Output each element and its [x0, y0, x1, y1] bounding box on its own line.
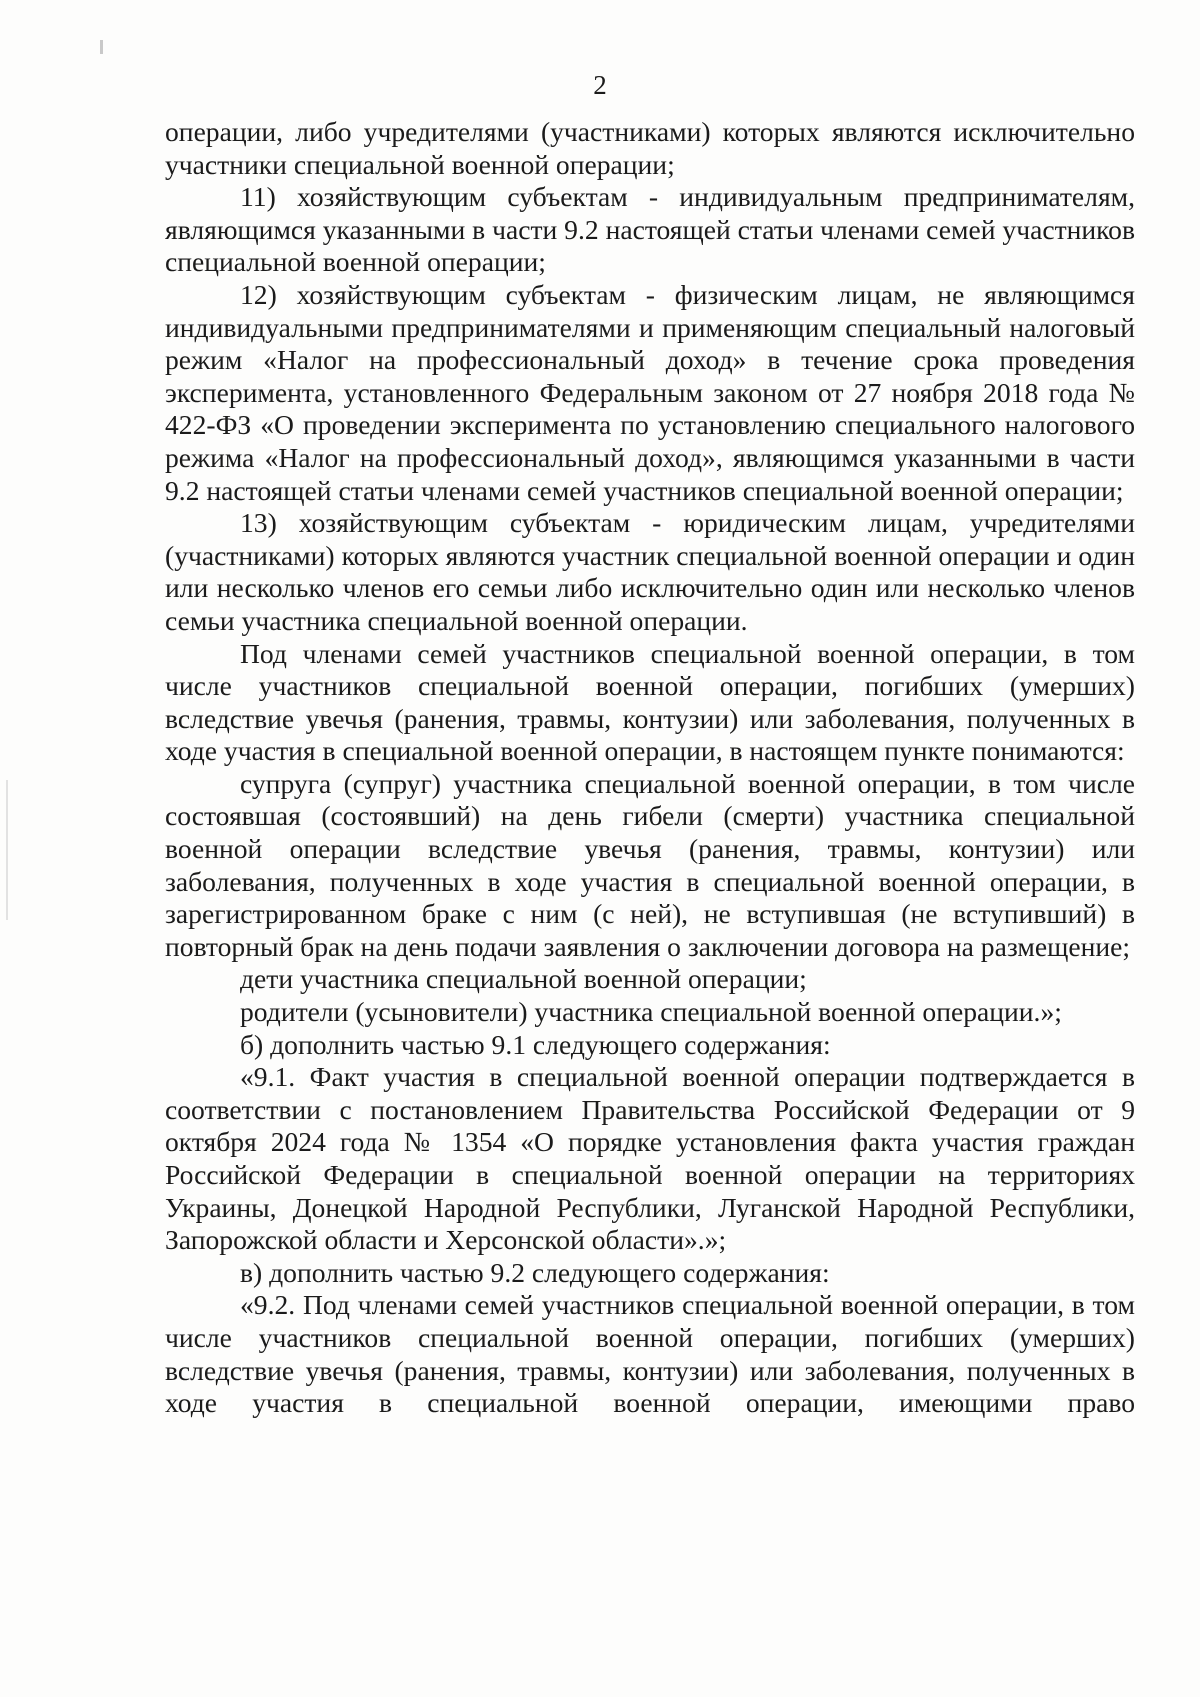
page-number: 2 [593, 70, 607, 100]
scan-artifact [100, 40, 103, 54]
children-clause: дети участника специальной военной операции; [240, 963, 807, 995]
paragraph-continuation: операции, либо учредителями (участниками) которых являются исключительно участники специальной военной операции; [165, 116, 1135, 180]
family-members-definition: Под членами семей участников специальной военной операции, в том числе участников специальной военной операции, погибших (умерших) вследствие увечья (ранения, травмы, контузии) или заболевания, полученных в ходе участия в специальной военной операции, в настоящем пункте понимаются: [165, 637, 1135, 767]
part-9-2-text: «9.2. Под членами семей участников специальной военной операции, в том числе участников специальной военной операции, погибших (умерших) вследствие увечья (ранения, травмы, контузии) или заболевания, полученных в ходе участия в специальной военной операции, имеющими право [165, 1289, 1135, 1419]
parents-clause: родители (усыновители) участника специальной военной операции.»; [240, 996, 1062, 1028]
list-item-12: 12) хозяйствующим субъектам - физическим лицам, не являющимся индивидуальными предпринимателями и применяющим специальный налоговый режим «Налог на профессиональный доход» в течение срока проведения эксперимента, установленного Федеральным законом от 27 ноября 2018 года № 422-ФЗ «О проведении эксперимента по установлению специального налогового режима «Налог на профессиональный доход», являющимся указанными в части 9.2 настоящей статьи членами семей участников специальной военной операции; [165, 278, 1135, 506]
amendment-v: в) дополнить частью 9.2 следующего содержания: [240, 1256, 830, 1288]
list-item-13: 13) хозяйствующим субъектам - юридическим лицам, учредителями (участниками) которых являются участник специальной военной операции и один или несколько членов его семьи либо исключительно один или несколько членов семьи участника специальной военной операции. [165, 507, 1135, 636]
list-item-11: 11) хозяйствующим субъектам - индивидуальным предпринимателям, являющимся указанными в части 9.2 настоящей статьи членами семей участников специальной военной операции; [165, 181, 1135, 278]
part-9-1-text: «9.1. Факт участия в специальной военной операции подтверждается в соответствии с постановлением Правительства Российской Федерации от 9 октября 2024 года № 1354 «О порядке установления факта участия граждан Российской Федерации в специальной военной операции на территориях Украины, Донецкой Народной Республики, Луганской Народной Республики, Запорожской области и Херсонской области».»; [165, 1061, 1135, 1256]
scan-artifact [6, 780, 8, 920]
document-body [165, 116, 1135, 1420]
spouse-clause: супруга (супруг) участника специальной военной операции, в том числе состоявшая (состоявший) на день гибели (смерти) участника специальной военной операции вследствие увечья (ранения, травмы, контузии) или заболевания, полученных в ходе участия в специальной военной операции, в зарегистрированном браке с ним (с ней), не вступившая (не вступивший) в повторный брак на день подачи заявления о заключении договора на размещение; [165, 767, 1135, 962]
amendment-b: б) дополнить частью 9.1 следующего содержания: [240, 1028, 831, 1060]
